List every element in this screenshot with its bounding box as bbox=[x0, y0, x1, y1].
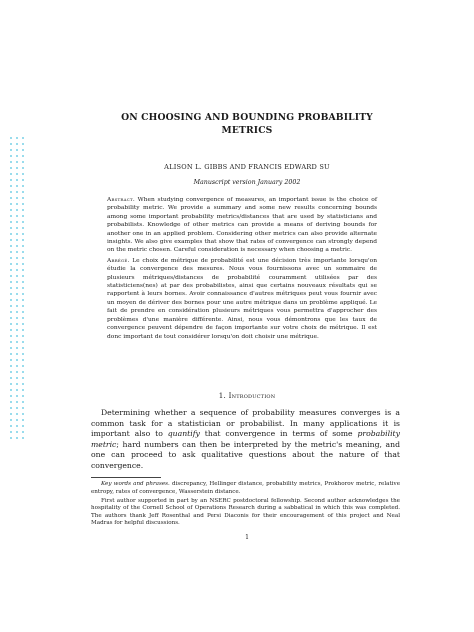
authors: ALISON L. GIBBS AND FRANCIS EDWARD SU bbox=[164, 163, 330, 171]
abstract-text: When studying convergence of measures, an important issue is the choice of probability metric. We provide a summary and some new results concerning bounds among some important probability metrics/distances that are used by statisticians and probabilists. Knowledge of other metrics can provide a means of deriving bounds for another one in an applied problem. Considering other metrics can also provide alternate insights. We also give examples that show that rates of convergence can strongly depend on the metric chosen. Careful consideration is necessary when choosing a metric. bbox=[107, 197, 378, 254]
abrege-text: Le choix de métrique de probabilité est une décision très importante lorsqu'on étudie la convergence des mesures. Nous vous fournissons avec un sommaire de plusieurs métriques/distances de probabilité couramment utilisées par des statisticiens(nes) at par des probabilistes, ainsi que certains nouveaux résultats qui se rapportent à leurs bornes. Avoir connaissance d'autres métriques peut vous fournir avec un moyen de dériver des bornes pour une autre métrique dans un problème appliqué. Le fait de prendre en considération plusieurs métriques vous permettra d'approcher des problèmes d'une manière différente. Ainsi, nous vous démontrons que les taux de convergence peuvent dépendre de façon importante sur votre choix de métrique. Il est donc important de tout considérer lorsqu'on doit choisir une métrique. bbox=[107, 257, 377, 340]
keywords-footnote bbox=[91, 481, 400, 496]
title-line-2: METRICS bbox=[221, 124, 273, 136]
abstract-english bbox=[107, 196, 377, 255]
manuscript-version: Manuscript version January 2002 bbox=[193, 179, 301, 186]
intro-emphasis-probability-metric: probability metric bbox=[91, 429, 400, 449]
footnotes bbox=[91, 481, 400, 528]
keywords-text: discrepancy, Hellinger distance, probability metrics, Prokhorov metric, relative entropy, rates of convergence, Wasserstein distance. bbox=[91, 481, 401, 496]
keywords-label: Key words and phrases. bbox=[101, 481, 170, 488]
margin-marker bbox=[8, 135, 28, 440]
intro-emphasis-quantify: quantify bbox=[167, 429, 200, 439]
title-line-1: ON CHOOSING AND BOUNDING PROBABILITY bbox=[121, 112, 373, 123]
page-number: 1 bbox=[245, 534, 249, 542]
abrege-label: Abrégé. bbox=[107, 257, 130, 264]
intro-paragraph bbox=[91, 408, 400, 472]
section-number: 1. bbox=[218, 390, 227, 400]
support-footnote: First author supported in part by an NSERC postdoctoral fellowship. Second author acknowledges the hospitality of the Cornell School of Operations Research during a sabbatical in which this was completed. The authors thank Jeff Rosenthal and Persi Diaconis for their encouragement of this project and Neal Madras for helpful discussions. bbox=[91, 497, 400, 527]
paper-title bbox=[97, 112, 397, 137]
intro-text-1: Determining whether a sequence of probability measures converges is a common task for a statistician or probabilist. In many applications it is important also to bbox=[91, 407, 400, 439]
intro-text-3: ; hard numbers can then be interpreted by the metric's meaning, and one can proceed to ask qualitative questions about the nature of that convergence. bbox=[91, 439, 400, 470]
intro-text-2: that convergence in terms of some bbox=[199, 429, 358, 439]
section-heading bbox=[97, 391, 397, 400]
section-title: Introduction bbox=[228, 390, 276, 400]
paper-page bbox=[91, 112, 401, 542]
abstract-label: Abstract. bbox=[107, 197, 135, 203]
footnote-rule bbox=[91, 477, 161, 478]
abstract-french bbox=[107, 257, 377, 341]
